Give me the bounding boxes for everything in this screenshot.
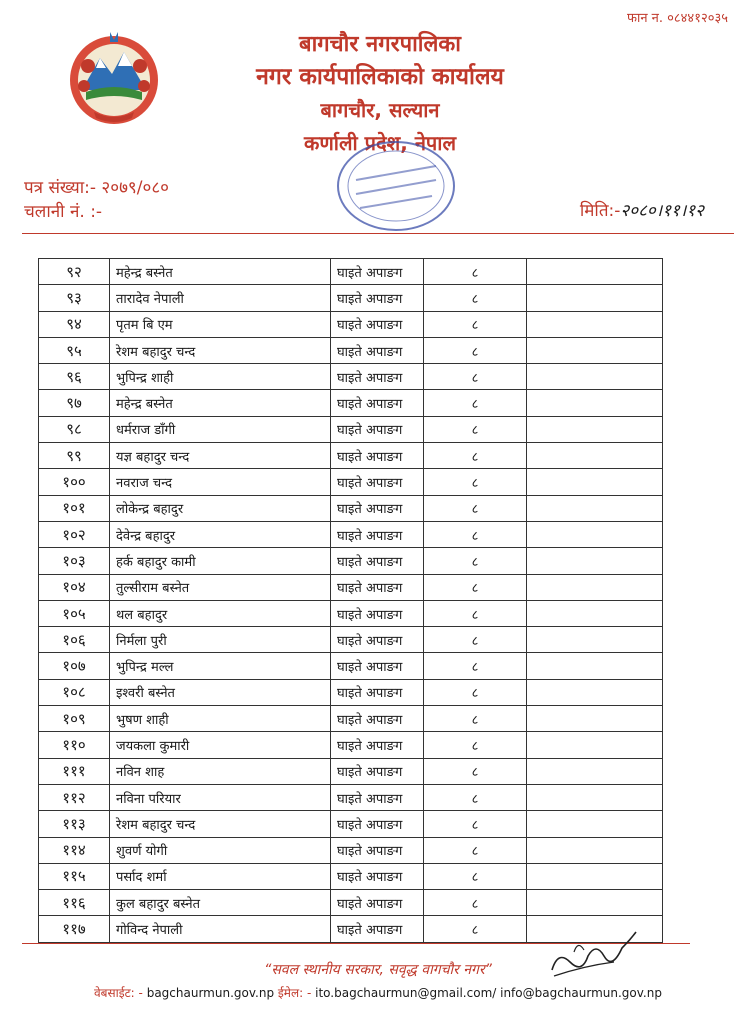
row-category: घाइते अपाङग (331, 811, 424, 837)
row-name: यज्ञ बहादुर चन्द (110, 443, 331, 469)
row-category: घाइते अपाङग (331, 285, 424, 311)
nepal-emblem-icon (64, 28, 164, 128)
row-name: थल बहादुर (110, 600, 331, 626)
table-row (39, 574, 663, 600)
row-number: ८ (424, 416, 527, 442)
row-serial: ११६ (39, 890, 110, 916)
row-category: घाइते अपाङग (331, 259, 424, 285)
date-label: मिति:- (579, 201, 621, 221)
office-name: नगर कार्यपालिकाको कार्यालय (256, 64, 504, 90)
row-number: ८ (424, 706, 527, 732)
row-serial: ११४ (39, 837, 110, 863)
email-label: ईमेल: - (277, 986, 312, 1000)
row-serial: ९४ (39, 311, 110, 337)
row-name: देवेन्द्र बहादुर (110, 521, 331, 547)
row-name: तुल्सीराम बस्नेत (110, 574, 331, 600)
row-number: ८ (424, 811, 527, 837)
row-blank (527, 495, 663, 521)
letter-date (580, 198, 704, 221)
row-name: लोकेन्द्र बहादुर (110, 495, 331, 521)
table-row (39, 337, 663, 363)
row-category: घाइते अपाङग (331, 364, 424, 390)
row-category: घाइते अपाङग (331, 627, 424, 653)
row-blank (527, 653, 663, 679)
row-number: ८ (424, 916, 527, 942)
row-serial: १०२ (39, 521, 110, 547)
row-number: ८ (424, 574, 527, 600)
table-row (39, 758, 663, 784)
row-serial: १०९ (39, 706, 110, 732)
row-name: पृतम बि एम (110, 311, 331, 337)
row-name: धर्मराज डाँगी (110, 416, 331, 442)
table-row (39, 784, 663, 810)
footer-slogan: “सवल स्थानीय सरकार, सवृद्ध वागचौर नगर” (264, 962, 492, 978)
province-country: कर्णाली प्रदेश, नेपाल (303, 131, 457, 155)
table-row (39, 837, 663, 863)
row-category: घाइते अपाङग (331, 758, 424, 784)
row-serial: ९३ (39, 285, 110, 311)
row-category: घाइते अपाङग (331, 653, 424, 679)
footer-contact (0, 984, 756, 1001)
row-name: कुल बहादुर बस्नेत (110, 890, 331, 916)
header-divider (22, 233, 734, 234)
table-row (39, 706, 663, 732)
row-name: हर्क बहादुर कामी (110, 548, 331, 574)
table-row (39, 863, 663, 889)
row-serial: १०५ (39, 600, 110, 626)
row-blank (527, 679, 663, 705)
row-serial: १०७ (39, 653, 110, 679)
row-number: ८ (424, 364, 527, 390)
row-serial: ११७ (39, 916, 110, 942)
row-category: घाइते अपाङग (331, 732, 424, 758)
row-name: नविन शाह (110, 758, 331, 784)
row-serial: ९८ (39, 416, 110, 442)
row-category: घाइते अपाङग (331, 863, 424, 889)
row-blank (527, 627, 663, 653)
row-blank (527, 706, 663, 732)
row-serial: ९२ (39, 259, 110, 285)
row-number: ८ (424, 863, 527, 889)
row-number: ८ (424, 443, 527, 469)
row-number: ८ (424, 732, 527, 758)
row-blank (527, 811, 663, 837)
row-category: घाइते अपाङग (331, 311, 424, 337)
row-blank (527, 890, 663, 916)
row-blank (527, 784, 663, 810)
row-name: नवराज चन्द (110, 469, 331, 495)
table-row (39, 311, 663, 337)
row-serial: १०१ (39, 495, 110, 521)
row-blank (527, 285, 663, 311)
row-name: भुपिन्द्र शाही (110, 364, 331, 390)
date-value: २०८०।११।१२ (620, 201, 704, 221)
row-serial: ९६ (39, 364, 110, 390)
row-blank (527, 311, 663, 337)
row-number: ८ (424, 627, 527, 653)
row-name: नविना परियार (110, 784, 331, 810)
table-row (39, 732, 663, 758)
table-row (39, 600, 663, 626)
row-category: घाइते अपाङग (331, 416, 424, 442)
row-category: घाइते अपाङग (331, 495, 424, 521)
email-link[interactable]: ito.bagchaurmun@gmail.com/ info@bagchaurmun.gov.np (315, 986, 662, 1000)
row-number: ८ (424, 784, 527, 810)
row-serial: ११३ (39, 811, 110, 837)
table-row (39, 548, 663, 574)
row-category: घाइते अपाङग (331, 679, 424, 705)
municipality-name: बागचौर नगरपालिका (299, 32, 461, 57)
phone-number: फान न. ०८४४१२०३५ (626, 11, 728, 26)
row-number: ८ (424, 337, 527, 363)
table-row (39, 679, 663, 705)
row-blank (527, 469, 663, 495)
row-number: ८ (424, 469, 527, 495)
row-serial: १०६ (39, 627, 110, 653)
row-name: भुपिन्द्र मल्ल (110, 653, 331, 679)
row-category: घाइते अपाङग (331, 548, 424, 574)
row-name: रेशम बहादुर चन्द (110, 811, 331, 837)
row-blank (527, 548, 663, 574)
row-blank (527, 390, 663, 416)
row-number: ८ (424, 521, 527, 547)
table-row (39, 811, 663, 837)
row-category: घाइते अपाङग (331, 337, 424, 363)
website-label: वेबसाईट: - (94, 986, 143, 1000)
row-number: ८ (424, 758, 527, 784)
row-serial: १०० (39, 469, 110, 495)
table-row (39, 653, 663, 679)
row-number: ८ (424, 311, 527, 337)
row-category: घाइते अपाङग (331, 916, 424, 942)
office-stamp-icon (334, 138, 458, 234)
row-serial: ९९ (39, 443, 110, 469)
row-serial: १११ (39, 758, 110, 784)
row-number: ८ (424, 495, 527, 521)
row-number: ८ (424, 679, 527, 705)
row-number: ८ (424, 890, 527, 916)
row-category: घाइते अपाङग (331, 469, 424, 495)
row-name: महेन्द्र बस्नेत (110, 259, 331, 285)
table-row (39, 285, 663, 311)
row-number: ८ (424, 390, 527, 416)
office-location: बागचौर, सल्यान (320, 98, 440, 122)
row-name: रेशम बहादुर चन्द (110, 337, 331, 363)
table-row (39, 416, 663, 442)
row-category: घाइते अपाङग (331, 706, 424, 732)
beneficiary-table (38, 258, 663, 943)
row-blank (527, 443, 663, 469)
row-name: भुषण शाही (110, 706, 331, 732)
row-name: इश्वरी बस्नेत (110, 679, 331, 705)
row-name: निर्मला पुरी (110, 627, 331, 653)
letter-number: पत्र संख्या:- २०७९/०८० (24, 178, 170, 198)
row-blank (527, 364, 663, 390)
row-serial: ९७ (39, 390, 110, 416)
row-blank (527, 416, 663, 442)
row-category: घाइते अपाङग (331, 784, 424, 810)
row-category: घाइते अपाङग (331, 521, 424, 547)
row-blank (527, 732, 663, 758)
dispatch-number: चलानी नं. :- (24, 202, 103, 222)
letter-meta (24, 176, 169, 224)
row-blank (527, 337, 663, 363)
row-blank (527, 863, 663, 889)
table-row (39, 627, 663, 653)
table-row (39, 443, 663, 469)
row-number: ८ (424, 548, 527, 574)
row-name: शुवर्ण योगी (110, 837, 331, 863)
row-serial: ११२ (39, 784, 110, 810)
table-row (39, 469, 663, 495)
row-blank (527, 758, 663, 784)
row-blank (527, 521, 663, 547)
table-row (39, 890, 663, 916)
row-name: पर्साद शर्मा (110, 863, 331, 889)
row-category: घाइते अपाङग (331, 574, 424, 600)
website-link[interactable]: bagchaurmun.gov.np (146, 986, 275, 1000)
row-number: ८ (424, 285, 527, 311)
table-row (39, 259, 663, 285)
row-number: ८ (424, 653, 527, 679)
row-blank (527, 259, 663, 285)
row-serial: ११० (39, 732, 110, 758)
table-row (39, 521, 663, 547)
row-number: ८ (424, 259, 527, 285)
row-category: घाइते अपाङग (331, 837, 424, 863)
row-category: घाइते अपाङग (331, 600, 424, 626)
row-name: गोविन्द नेपाली (110, 916, 331, 942)
row-serial: १०३ (39, 548, 110, 574)
row-serial: ११५ (39, 863, 110, 889)
row-category: घाइते अपाङग (331, 890, 424, 916)
table-row (39, 364, 663, 390)
row-category: घाइते अपाङग (331, 390, 424, 416)
row-serial: १०४ (39, 574, 110, 600)
row-number: ८ (424, 837, 527, 863)
table-row (39, 390, 663, 416)
row-blank (527, 574, 663, 600)
row-category: घाइते अपाङग (331, 443, 424, 469)
row-number: ८ (424, 600, 527, 626)
row-name: महेन्द्र बस्नेत (110, 390, 331, 416)
row-serial: ९५ (39, 337, 110, 363)
row-name: तारादेव नेपाली (110, 285, 331, 311)
table-body (39, 259, 663, 943)
row-name: जयकला कुमारी (110, 732, 331, 758)
table-row (39, 495, 663, 521)
row-serial: १०८ (39, 679, 110, 705)
row-blank (527, 600, 663, 626)
row-blank (527, 837, 663, 863)
